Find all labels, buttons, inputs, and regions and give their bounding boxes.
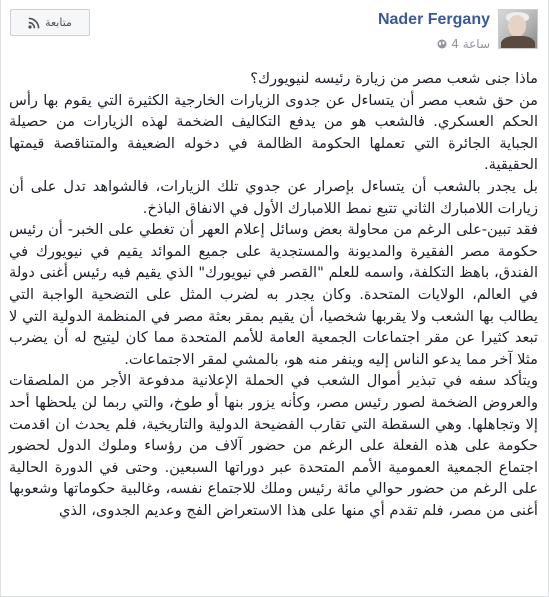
- rss-icon: [28, 17, 40, 29]
- follow-label: متابعة: [45, 16, 72, 29]
- post-header: [1, 0, 548, 66]
- post-meta: [437, 36, 490, 52]
- post-paragraph: من حق شعب مصر أن يتساءل عن جدوى الزيارات الخارجية الكثيرة التي يقوم بها رأس الحكم العسكري. فالشعب هو من يدفع التكاليف الضخمة لهذه الزيارات من حصيلة الجباية الجائرة التي تعملها الحكومة الظالمة في دخوله الضعيفة والمتناقصة قيمتها الحقيقية.: [9, 91, 538, 174]
- post-paragraph: فقد تبين-على الرغم من محاولة بعض وسائل إعلام العهر أن تغطي على الخبر- أن رئيس حكومة مصر الفقيرة والمديونة والمستجدية على جميع الموائد يقيم في نيويورك في الفندق، باهظ التكلفة، واسمه للعلم "القصر في نيويورك" الذي يقيم فيه رئيس أغنى دولة في العالم، الولايات المتحدة. وكان يجدر به لضرب المثل على التضحية الواجبة التي يطالب بها الشعب ولا يقربها شخصيا، أن يقيم بمقر بعثة مصر في المنظمة الدولية التي لا تبعد كثيرا عن مقر اجتماعات الجمعية العامة للأمم المتحدة مما كان ليتيح له أن يضرب مثلا آخر مما يدعو الناس إليه وينفر منه هو، بالمشي لمقر الاجتماعات.: [9, 221, 538, 368]
- post-paragraph: ماذا جنى شعب مصر من زيارة رئيسه لنيويورك؟: [250, 70, 538, 87]
- globe-icon: [437, 39, 447, 49]
- follow-button[interactable]: [10, 9, 90, 36]
- timestamp-link[interactable]: 4 ساعة: [451, 37, 490, 51]
- post-paragraph: ويتأكد سفه في تبذير أموال الشعب في الحملة الإعلانية مدفوعة الأجر من الملصقات والعروض الضخمة لصور رئيس مصر، وكأنه يزور بنها أو طوخ، والتي ربما لن يلحظها أحد إلا وتجاهلها. وهي السقطة التي تقارب الفضيحة الدولية والتاريخية، فلم يحدث ان اقدمت حكومة على هذه الفعلة على الرغم من حضور آلاف من رؤساء وملوك الدول لحضور اجتماع الجمعية العمومية الأمم المتحدة عبر دوراتها السبعين. وحتى في الدورة الحالية على الرغم من حضور حوالي مائة رئيس وملك للاجتماع نفسه، وغالبية حكوماتها وشعوبها أغنى من مصر، فلم تقدم أي منها على هذا الاستعراض الفج وعديم الجدوى، الذي: [9, 372, 538, 519]
- post-paragraph: بل يجدر بالشعب أن يتساءل بإصرار عن جدوي تلك الزيارات، فالشواهد تدل على أن زيارات اللامبارك الثاني تتبع نمط اللامبارك الأول في الانفاق الباذخ.: [9, 177, 538, 217]
- post-body-text: [9, 68, 538, 521]
- author-name-link[interactable]: Nader Fergany: [377, 11, 490, 28]
- author-avatar[interactable]: [498, 9, 538, 49]
